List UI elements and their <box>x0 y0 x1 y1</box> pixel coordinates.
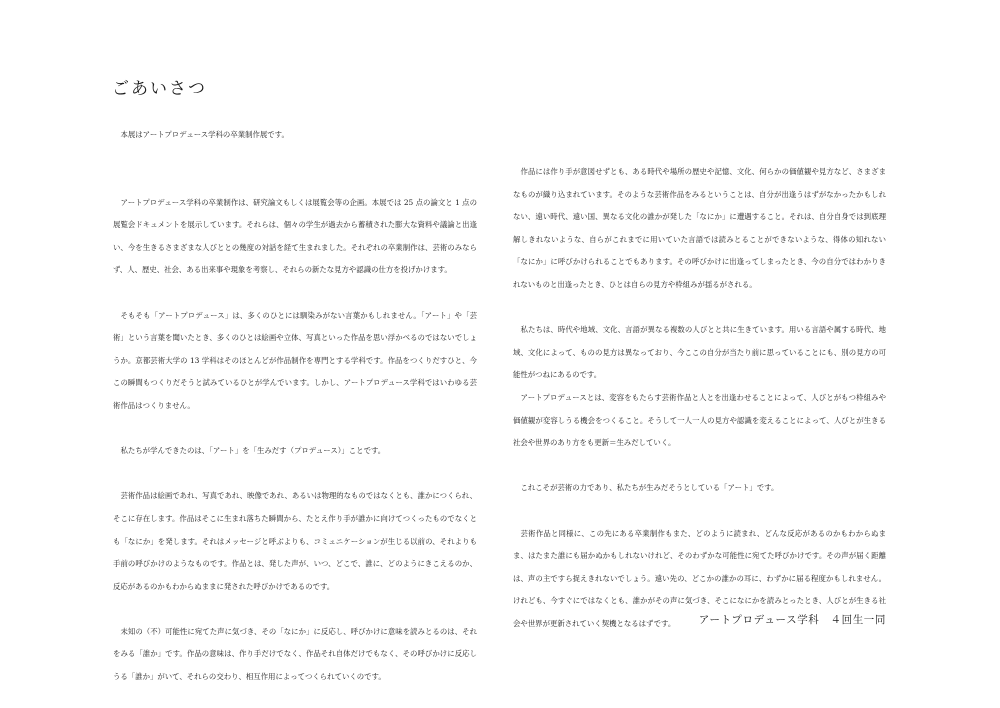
spacer <box>113 418 477 441</box>
paragraph: 芸術作品は絵画であれ、写真であれ、映像であれ、あるいは物理的なものではなくとも、誰かにつくられ、そこに存在します。作品はそこに生まれ落ちた瞬間から、たとえ作り手が誰かに向けてつくったものでなくとも「なにか」を発します。それはメッセージと呼ぶよりも、コミュニケーションが生じる以前の、それよりも手前の呼びかけのようなものです。作品とは、発した声が、いつ、どこで、誰に、どのようにきこえるのか、反応があるのかもわからぬままに発された呼びかけであるのです。 <box>113 491 477 591</box>
paragraph: 作品には作り手が意図せずとも、ある時代や場所の歴史や記憶、文化、何らかの価値観や見方など、さまざまなものが織り込まれています。そのような芸術作品をみるということは、自分が出逢うはずがなかったかもしれない、遠い時代、遠い国、異なる文化の誰かが発した「なにか」に遭遇すること。それは、自分自身では到底理解しきれないような、自らがこれまでに用いていた言語では読みとることができないような、得体の知れない「なにか」に呼びかけられることでもあります。その呼びかけに出逢ってしまったとき、今の自分ではわかりきれないものと出逢ったとき、ひとは自らの見方や枠組みが揺るがされる。 <box>513 167 886 289</box>
paragraph: アートプロデュース学科の卒業制作は、研究論文もしくは展覧会等の企画。本展では 25 点の論文と 1 点の展覧会ドキュメントを展示しています。それらは、個々の学生が過去から蓄積された膨大な資料や議論と出逢い、今を生きるさまざまな人びととの幾度の対話を経て生まれました。それぞれの卒業制作は、芸術のみならず、人、歴史、社会、ある出来事や現象を考察し、それらの新たな見方や認識の仕方を投げかけます。 <box>113 197 477 275</box>
paragraph: そもそも「アートプロデュース」は、多くのひとには馴染みがない言葉かもしれません。「アート」や「芸術」という言葉を聞いたとき、多くのひとは絵画や立体、写真といった作品を思い浮かべるのではないでしょうか。京都芸術大学の 13 学科はそのほとんどが作品制作を専門とする学科です。作品をつくりだすひと、今この瞬間もつくりだそうと試みているひとが学んでいます。しかし、アートプロデュース学科ではいわゆる芸術作品はつくりません。 <box>113 310 477 410</box>
paragraph: 私たちは、時代や地域、文化、言語が異なる複数の人びとと共に生きています。用いる言語や属する時代、地域、文化によって、ものの見方は異なっており、今ここの自分が当たり前に思っていることにも、別の見方の可能性がつねにあるのです。 <box>513 325 886 380</box>
spacer <box>513 455 886 478</box>
paragraph: 芸術作品と同様に、この先にある卒業制作もまた、どのように読まれ、どんな反応があるのかもわからぬまま、はたまた誰にも届かぬかもしれないけれど、そのわずかな可能性に宛てた呼びかけです。その声が届く距離は、声の主ですら捉えきれないでしょう。遠い先の、どこかの誰かの耳に、わずかに届る程度かもしれません。けれども、今すぐにではなくとも、誰かがその声に気づき、そこになにかを読みとったとき、人びとが生きる社会や世界が更新されていく契機となるはずです。 <box>513 528 886 628</box>
paragraph-intro: 本展はアートプロデュース学科の卒業制作展です。 <box>120 130 289 139</box>
spacer <box>513 297 886 320</box>
paragraph: 未知の（不）可能性に宛てた声に気づき、その「なにか」に反応し、呼びかけに意味を読みとるのは、それをみる「誰か」です。作品の意味は、作り手だけでなく、作品それ自体だけでもなく、その呼びかけに反応しうる「誰か」がいて、それらの交わり、相互作用によってつくられていくのです。 <box>113 626 477 682</box>
paragraph: 私たちが学んできたのは、「アート」を「生みだす（プロデュース）」ことです。 <box>120 446 386 456</box>
spacer <box>513 500 886 523</box>
page-title: ごあいさつ <box>112 79 207 99</box>
spacer <box>113 282 477 305</box>
paragraph: アートプロデュースとは、変容をもたらす芸術作品と人とを出逢わせることによって、人びとがもつ枠組みや価値観が変容しうる機会をつくること。そうして一人一人の見方や認識を変えることによって、人びとが生きる社会や世界のあり方をも更新＝生みだしていく。 <box>513 392 886 448</box>
spacer <box>113 598 477 621</box>
spacer <box>113 147 477 192</box>
right-column <box>513 161 886 635</box>
signature: アートプロデュース学科 ４回生一同 <box>698 614 886 626</box>
left-column <box>113 124 477 689</box>
spacer <box>113 463 477 486</box>
paragraph: これこそが芸術の力であり、私たちが生みだそうとしている「アート」です。 <box>520 483 779 493</box>
